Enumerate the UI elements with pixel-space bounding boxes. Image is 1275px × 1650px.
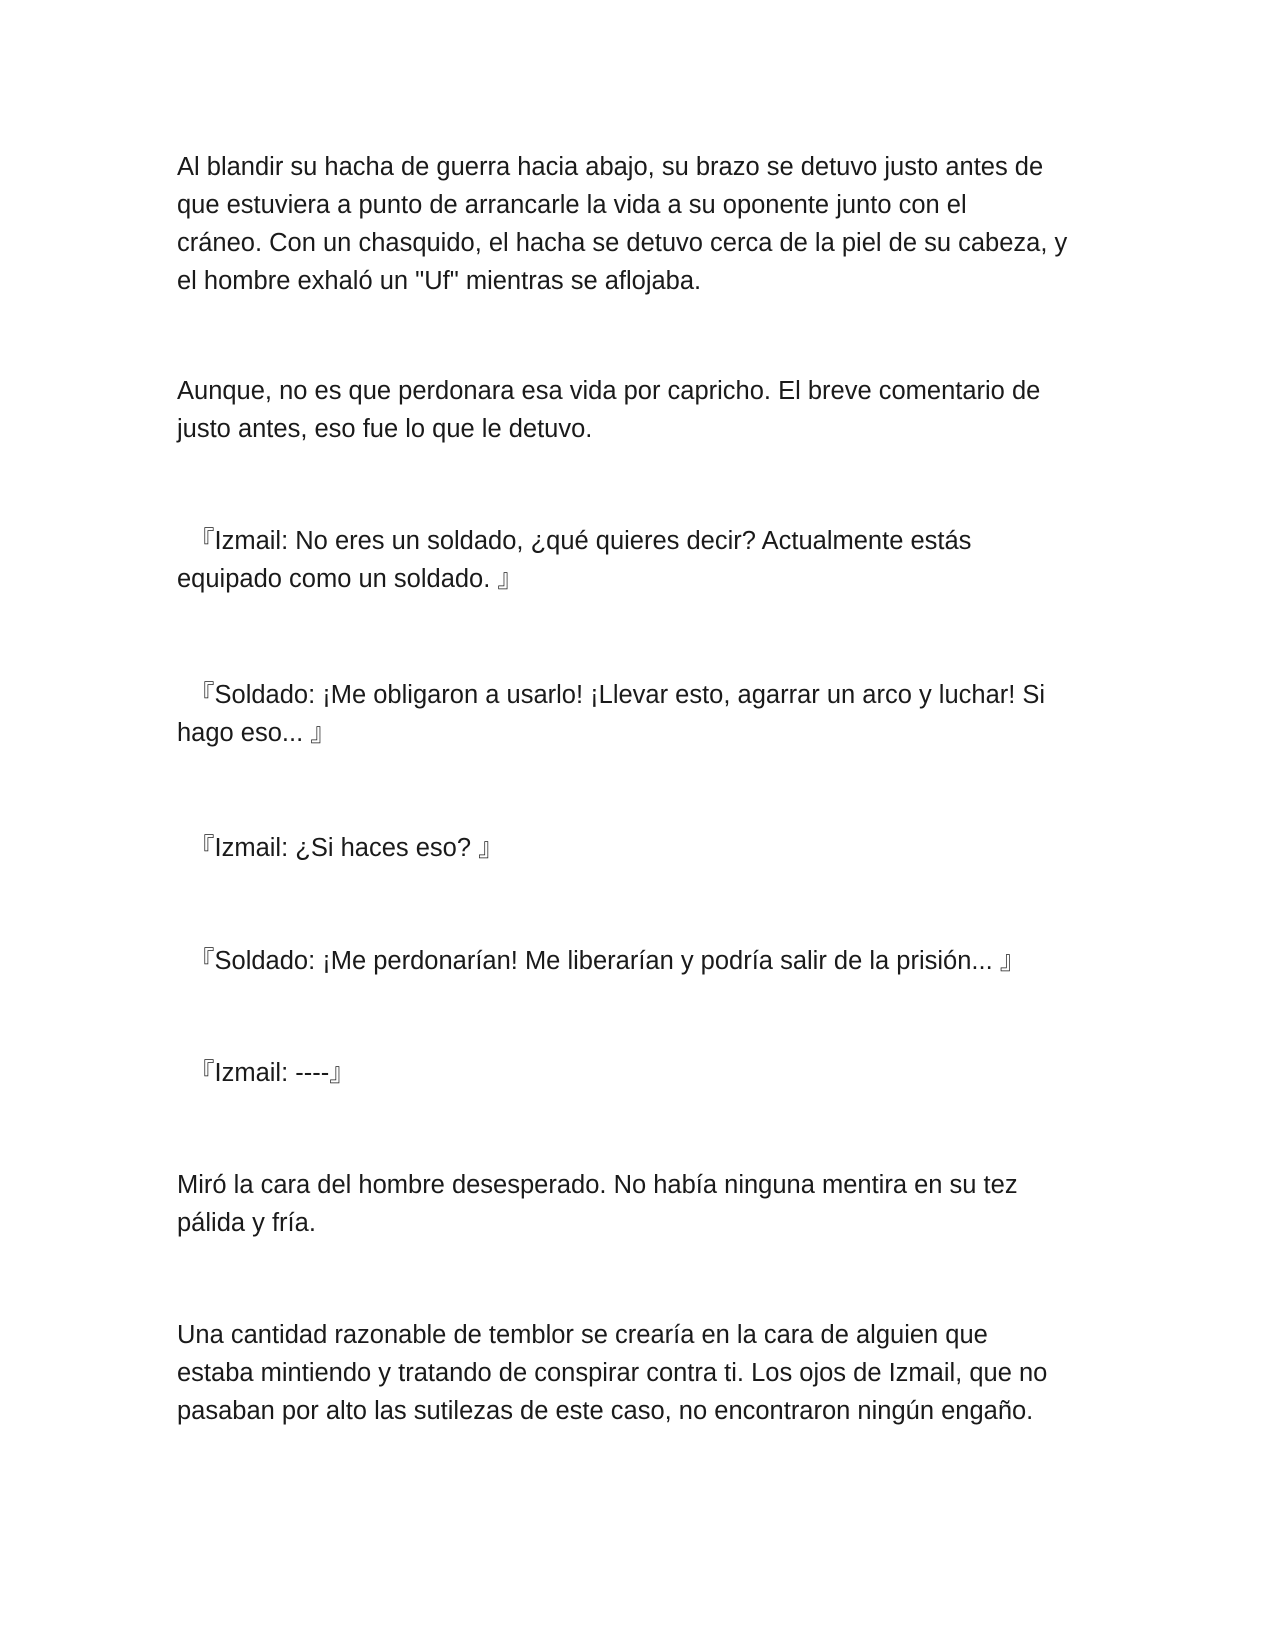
dialogue-izmail-1 xyxy=(177,522,1107,598)
text-line: equipado como un soldado. 』 xyxy=(177,565,523,593)
text-line: Aunque, no es que perdonara esa vida por capricho. El breve comentario de xyxy=(177,377,1041,405)
paragraph-narration-4 xyxy=(177,1316,1107,1430)
dialogue-soldado-2 xyxy=(177,942,1107,980)
paragraph-narration-2 xyxy=(177,372,1107,448)
text-line: cráneo. Con un chasquido, el hacha se detuvo cerca de la piel de su cabeza, y xyxy=(177,229,1068,257)
text-line: 『Izmail: ¿Si haces eso? 』 xyxy=(189,834,504,862)
text-line: que estuviera a punto de arrancarle la vida a su oponente junto con el xyxy=(177,191,967,219)
text-line: Miró la cara del hombre desesperado. No había ninguna mentira en su tez xyxy=(177,1171,1018,1199)
text-line: pasaban por alto las sutilezas de este caso, no encontraron ningún engaño. xyxy=(177,1397,1034,1425)
text-line: el hombre exhaló un "Uf" mientras se aflojaba. xyxy=(177,267,702,295)
dialogue-izmail-3 xyxy=(177,1054,1107,1092)
dialogue-izmail-2 xyxy=(177,829,1107,867)
paragraph-narration-1 xyxy=(177,148,1107,300)
paragraph-narration-3 xyxy=(177,1166,1107,1242)
text-line: pálida y fría. xyxy=(177,1209,316,1237)
text-line: 『Izmail: ----』 xyxy=(189,1059,355,1087)
text-line: justo antes, eso fue lo que le detuvo. xyxy=(177,415,593,443)
text-line: Al blandir su hacha de guerra hacia abajo, su brazo se detuvo justo antes de xyxy=(177,153,1044,181)
text-line: estaba mintiendo y tratando de conspirar contra ti. Los ojos de Izmail, que no xyxy=(177,1359,1048,1387)
text-line: hago eso... 』 xyxy=(177,719,336,747)
text-line: Una cantidad razonable de temblor se crearía en la cara de alguien que xyxy=(177,1321,988,1349)
text-line: 『Soldado: ¡Me perdonarían! Me liberarían y podría salir de la prisión... 』 xyxy=(189,947,1026,975)
text-line: 『Izmail: No eres un soldado, ¿qué quieres decir? Actualmente estás xyxy=(189,527,972,555)
text-line: 『Soldado: ¡Me obligaron a usarlo! ¡Llevar esto, agarrar un arco y luchar! Si xyxy=(189,681,1046,709)
dialogue-soldado-1 xyxy=(177,676,1107,752)
